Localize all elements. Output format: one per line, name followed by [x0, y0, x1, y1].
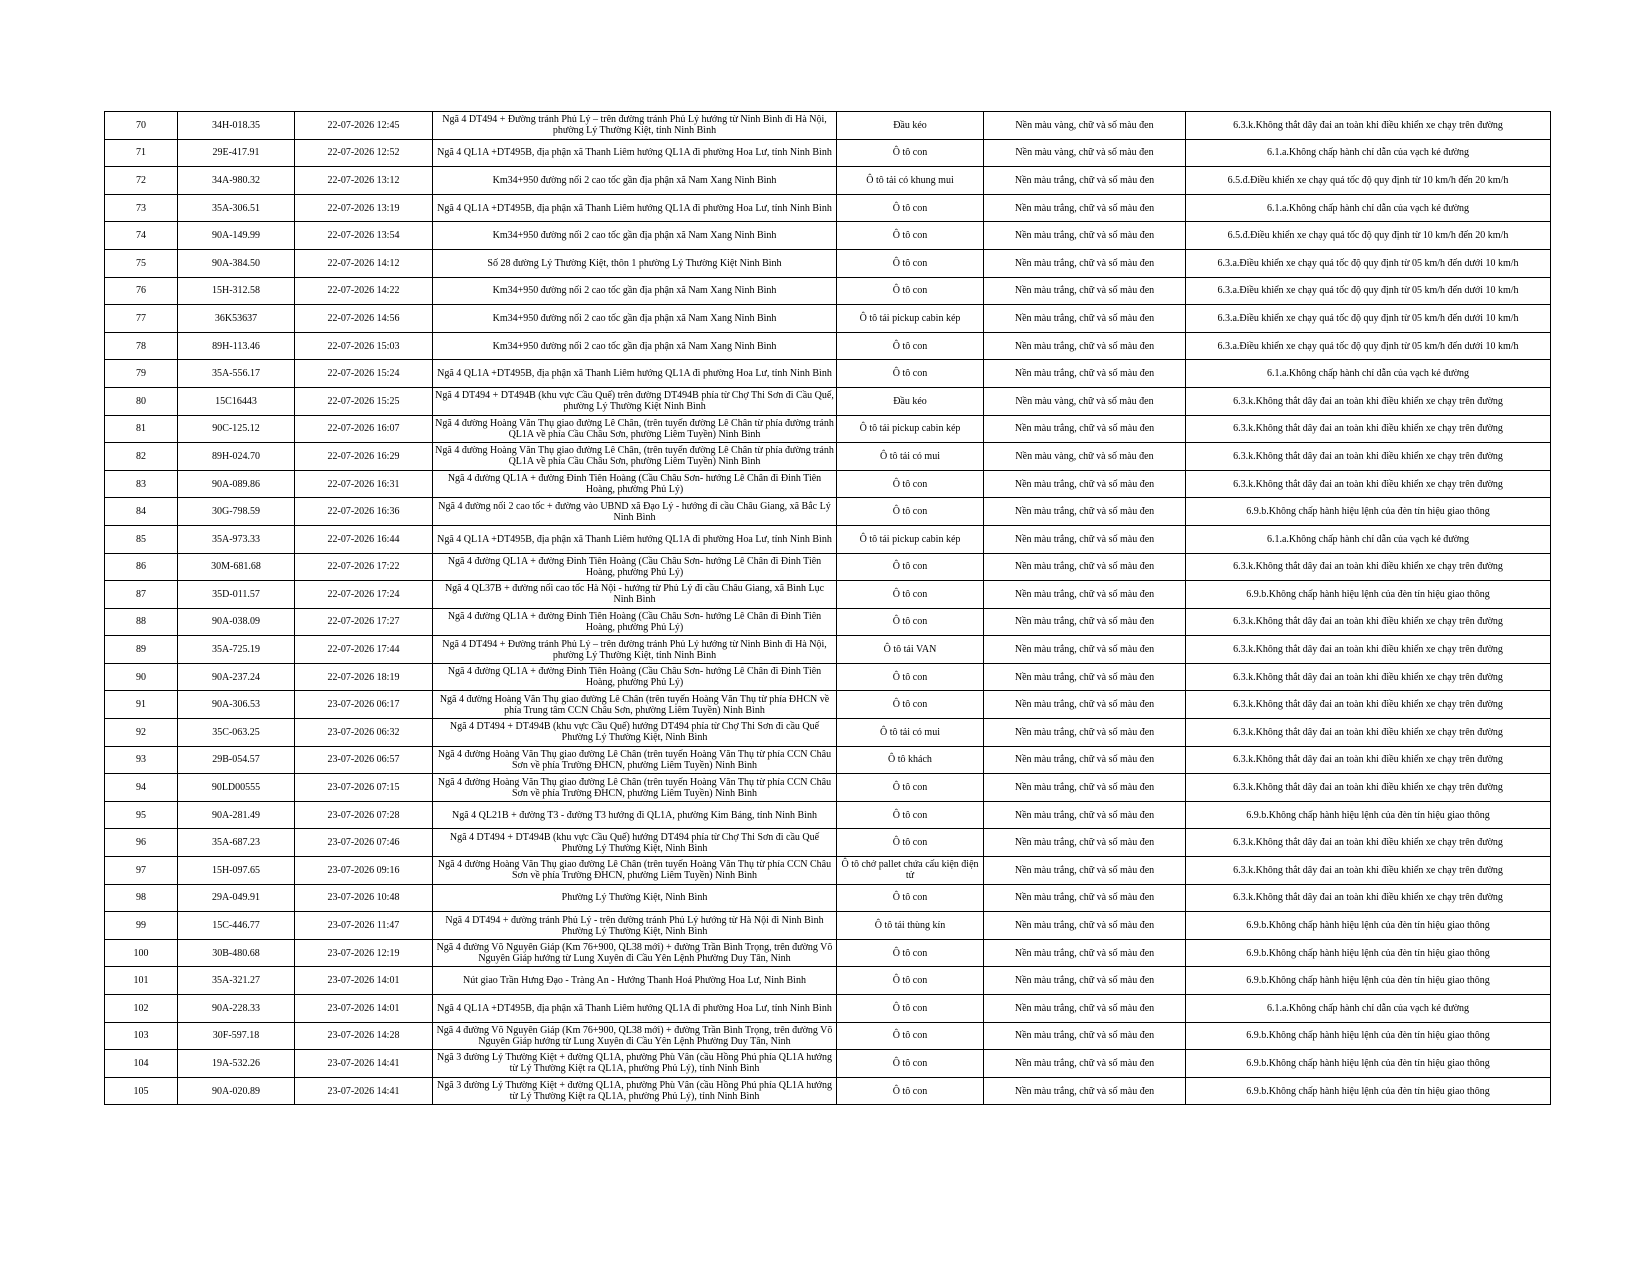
timestamp-cell: 23-07-2026 14:41 — [295, 1050, 433, 1078]
timestamp-cell: 22-07-2026 17:24 — [295, 581, 433, 609]
row-number-cell: 96 — [105, 829, 178, 857]
vehicle-type-cell: Ô tô con — [837, 774, 984, 802]
timestamp-cell: 23-07-2026 06:32 — [295, 719, 433, 747]
location-cell: Km34+950 đường nối 2 cao tốc gần địa phận xã Nam Xang Ninh Bình — [433, 222, 837, 250]
license-plate-cell: 35A-687.23 — [178, 829, 295, 857]
row-number-cell: 73 — [105, 194, 178, 222]
table-row — [105, 912, 1551, 940]
table-row — [105, 360, 1551, 388]
vehicle-type-cell: Ô tô con — [837, 277, 984, 305]
plate-color-cell: Nền màu trắng, chữ và số màu đen — [984, 498, 1186, 526]
location-cell: Ngã 4 QL1A +DT495B, địa phận xã Thanh Liêm hướng QL1A đi phường Hoa Lư, tỉnh Ninh Bình — [433, 995, 837, 1023]
row-number-cell: 85 — [105, 525, 178, 553]
timestamp-cell: 22-07-2026 15:03 — [295, 332, 433, 360]
vehicle-type-cell: Ô tô con — [837, 360, 984, 388]
location-cell: Ngã 4 QL1A +DT495B, địa phận xã Thanh Liêm hướng QL1A đi phường Hoa Lư, tỉnh Ninh Bình — [433, 525, 837, 553]
location-cell: Ngã 4 DT494 + Đường tránh Phủ Lý – trên đường tránh Phủ Lý hướng từ Ninh Bình đi Hà Nội, phường Lý Thường Kiệt, tỉnh Ninh Bình — [433, 636, 837, 664]
violation-cell: 6.9.b.Không chấp hành hiệu lệnh của đèn tín hiệu giao thông — [1186, 1022, 1551, 1050]
violation-cell: 6.3.a.Điều khiển xe chạy quá tốc độ quy định từ 05 km/h đến dưới 10 km/h — [1186, 305, 1551, 333]
timestamp-cell: 23-07-2026 14:41 — [295, 1077, 433, 1105]
violation-cell: 6.3.k.Không thắt dây đai an toàn khi điều khiển xe chạy trên đường — [1186, 553, 1551, 581]
row-number-cell: 95 — [105, 801, 178, 829]
plate-color-cell: Nền màu trắng, chữ và số màu đen — [984, 277, 1186, 305]
plate-color-cell: Nền màu trắng, chữ và số màu đen — [984, 249, 1186, 277]
table-row — [105, 1077, 1551, 1105]
plate-color-cell: Nền màu vàng, chữ và số màu đen — [984, 443, 1186, 471]
location-cell: Ngã 4 đường Võ Nguyên Giáp (Km 76+900, QL38 mới) + đường Trần Bình Trọng, trên đường Võ Nguyên Giáp hướng từ Lung Xuyên đi Cầu Yên Lệnh Phường Duy Tân, Ninh — [433, 1022, 837, 1050]
license-plate-cell: 35A-725.19 — [178, 636, 295, 664]
table-row — [105, 277, 1551, 305]
vehicle-type-cell: Đầu kéo — [837, 112, 984, 140]
violation-cell: 6.5.đ.Điều khiển xe chạy quá tốc độ quy định từ 10 km/h đến 20 km/h — [1186, 222, 1551, 250]
vehicle-type-cell: Ô tô con — [837, 1022, 984, 1050]
location-cell: Km34+950 đường nối 2 cao tốc gần địa phận xã Nam Xang Ninh Bình — [433, 332, 837, 360]
timestamp-cell: 23-07-2026 14:28 — [295, 1022, 433, 1050]
timestamp-cell: 22-07-2026 16:07 — [295, 415, 433, 443]
location-cell: Ngã 4 DT494 + DT494B (khu vực Cầu Quế) hướng DT494 phía từ Chợ Thi Sơn đi cầu Quế Phường Lý Thường Kiệt, Ninh Bình — [433, 829, 837, 857]
row-number-cell: 99 — [105, 912, 178, 940]
vehicle-type-cell: Ô tô tải có khung mui — [837, 167, 984, 195]
plate-color-cell: Nền màu trắng, chữ và số màu đen — [984, 167, 1186, 195]
location-cell: Ngã 4 QL1A +DT495B, địa phận xã Thanh Liêm hướng QL1A đi phường Hoa Lư, tỉnh Ninh Bình — [433, 194, 837, 222]
timestamp-cell: 22-07-2026 12:45 — [295, 112, 433, 140]
plate-color-cell: Nền màu trắng, chữ và số màu đen — [984, 719, 1186, 747]
license-plate-cell: 90A-306.53 — [178, 691, 295, 719]
violation-cell: 6.1.a.Không chấp hành chỉ dẫn của vạch kẻ đường — [1186, 139, 1551, 167]
violation-cell: 6.3.k.Không thắt dây đai an toàn khi điều khiển xe chạy trên đường — [1186, 636, 1551, 664]
table-row — [105, 719, 1551, 747]
violation-cell: 6.3.k.Không thắt dây đai an toàn khi điều khiển xe chạy trên đường — [1186, 884, 1551, 912]
location-cell: Ngã 4 đường QL1A + đường Đinh Tiên Hoàng (Cầu Châu Sơn- hướng Lê Chân đi Đinh Tiên Hoàng, phường Phủ Lý) — [433, 553, 837, 581]
plate-color-cell: Nền màu vàng, chữ và số màu đen — [984, 387, 1186, 415]
license-plate-cell: 35D-011.57 — [178, 581, 295, 609]
license-plate-cell: 35A-321.27 — [178, 967, 295, 995]
license-plate-cell: 90LD00555 — [178, 774, 295, 802]
timestamp-cell: 22-07-2026 14:22 — [295, 277, 433, 305]
row-number-cell: 70 — [105, 112, 178, 140]
violation-cell: 6.9.b.Không chấp hành hiệu lệnh của đèn tín hiệu giao thông — [1186, 581, 1551, 609]
row-number-cell: 72 — [105, 167, 178, 195]
violation-cell: 6.3.k.Không thắt dây đai an toàn khi điều khiển xe chạy trên đường — [1186, 663, 1551, 691]
table-row — [105, 139, 1551, 167]
vehicle-type-cell: Ô tô tải thùng kín — [837, 912, 984, 940]
violation-cell: 6.9.b.Không chấp hành hiệu lệnh của đèn tín hiệu giao thông — [1186, 498, 1551, 526]
timestamp-cell: 23-07-2026 14:01 — [295, 995, 433, 1023]
row-number-cell: 81 — [105, 415, 178, 443]
timestamp-cell: 23-07-2026 11:47 — [295, 912, 433, 940]
timestamp-cell: 23-07-2026 07:46 — [295, 829, 433, 857]
timestamp-cell: 23-07-2026 06:57 — [295, 746, 433, 774]
timestamp-cell: 23-07-2026 07:28 — [295, 801, 433, 829]
violation-cell: 6.3.a.Điều khiển xe chạy quá tốc độ quy định từ 05 km/h đến dưới 10 km/h — [1186, 249, 1551, 277]
table-row — [105, 774, 1551, 802]
license-plate-cell: 29B-054.57 — [178, 746, 295, 774]
timestamp-cell: 23-07-2026 07:15 — [295, 774, 433, 802]
plate-color-cell: Nền màu trắng, chữ và số màu đen — [984, 884, 1186, 912]
row-number-cell: 89 — [105, 636, 178, 664]
vehicle-type-cell: Ô tô khách — [837, 746, 984, 774]
plate-color-cell: Nền màu vàng, chữ và số màu đen — [984, 139, 1186, 167]
violation-cell: 6.9.b.Không chấp hành hiệu lệnh của đèn tín hiệu giao thông — [1186, 801, 1551, 829]
license-plate-cell: 15C-446.77 — [178, 912, 295, 940]
plate-color-cell: Nền màu trắng, chữ và số màu đen — [984, 691, 1186, 719]
violation-cell: 6.1.a.Không chấp hành chỉ dẫn của vạch kẻ đường — [1186, 995, 1551, 1023]
violation-cell: 6.9.b.Không chấp hành hiệu lệnh của đèn tín hiệu giao thông — [1186, 912, 1551, 940]
row-number-cell: 90 — [105, 663, 178, 691]
row-number-cell: 87 — [105, 581, 178, 609]
row-number-cell: 84 — [105, 498, 178, 526]
plate-color-cell: Nền màu trắng, chữ và số màu đen — [984, 636, 1186, 664]
vehicle-type-cell: Ô tô con — [837, 332, 984, 360]
table-row — [105, 746, 1551, 774]
location-cell: Ngã 4 đường nối 2 cao tốc + đường vào UBND xã Đạo Lý - hướng đi cầu Châu Giang, xã Bắc Lý Ninh Bình — [433, 498, 837, 526]
location-cell: Ngã 4 đường Hoàng Văn Thụ giao đường Lê Chân, (trên tuyến đường Lê Chân từ phía đường tránh QL1A về phía Cầu Châu Sơn, phường Liêm Tuyền) Ninh Bình — [433, 443, 837, 471]
license-plate-cell: 90A-281.49 — [178, 801, 295, 829]
table-row — [105, 498, 1551, 526]
row-number-cell: 101 — [105, 967, 178, 995]
vehicle-type-cell: Ô tô con — [837, 691, 984, 719]
location-cell: Ngã 4 đường Hoàng Văn Thụ giao đường Lê Chân, (trên tuyến đường Lê Chân từ phía đường tránh QL1A về phía Cầu Châu Sơn, phường Liêm Tuyền) Ninh Bình — [433, 415, 837, 443]
location-cell: Km34+950 đường nối 2 cao tốc gần địa phận xã Nam Xang Ninh Bình — [433, 305, 837, 333]
timestamp-cell: 22-07-2026 13:19 — [295, 194, 433, 222]
license-plate-cell: 30G-798.59 — [178, 498, 295, 526]
plate-color-cell: Nền màu trắng, chữ và số màu đen — [984, 525, 1186, 553]
vehicle-type-cell: Ô tô con — [837, 663, 984, 691]
license-plate-cell: 34H-018.35 — [178, 112, 295, 140]
plate-color-cell: Nền màu trắng, chữ và số màu đen — [984, 553, 1186, 581]
violation-table — [104, 111, 1551, 1105]
table-row — [105, 415, 1551, 443]
row-number-cell: 91 — [105, 691, 178, 719]
table-row — [105, 581, 1551, 609]
timestamp-cell: 22-07-2026 14:12 — [295, 249, 433, 277]
location-cell: Số 28 đường Lý Thường Kiệt, thôn 1 phường Lý Thường Kiệt Ninh Bình — [433, 249, 837, 277]
location-cell: Ngã 4 đường QL1A + đường Đinh Tiên Hoàng (Cầu Châu Sơn- hướng Lê Chân đi Đinh Tiên Hoàng, phường Phủ Lý) — [433, 470, 837, 498]
plate-color-cell: Nền màu trắng, chữ và số màu đen — [984, 829, 1186, 857]
license-plate-cell: 30B-480.68 — [178, 939, 295, 967]
row-number-cell: 74 — [105, 222, 178, 250]
plate-color-cell: Nền màu trắng, chữ và số màu đen — [984, 581, 1186, 609]
table-row — [105, 332, 1551, 360]
table-row — [105, 829, 1551, 857]
vehicle-type-cell: Ô tô con — [837, 139, 984, 167]
license-plate-cell: 15H-312.58 — [178, 277, 295, 305]
violation-cell: 6.1.a.Không chấp hành chỉ dẫn của vạch kẻ đường — [1186, 360, 1551, 388]
violation-cell: 6.5.đ.Điều khiển xe chạy quá tốc độ quy định từ 10 km/h đến 20 km/h — [1186, 167, 1551, 195]
license-plate-cell: 29E-417.91 — [178, 139, 295, 167]
row-number-cell: 94 — [105, 774, 178, 802]
plate-color-cell: Nền màu trắng, chữ và số màu đen — [984, 415, 1186, 443]
vehicle-type-cell: Ô tô con — [837, 470, 984, 498]
plate-color-cell: Nền màu trắng, chữ và số màu đen — [984, 608, 1186, 636]
violation-cell: 6.9.b.Không chấp hành hiệu lệnh của đèn tín hiệu giao thông — [1186, 1050, 1551, 1078]
violation-cell: 6.3.k.Không thắt dây đai an toàn khi điều khiển xe chạy trên đường — [1186, 746, 1551, 774]
row-number-cell: 98 — [105, 884, 178, 912]
table-row — [105, 636, 1551, 664]
location-cell: Km34+950 đường nối 2 cao tốc gần địa phận xã Nam Xang Ninh Bình — [433, 167, 837, 195]
plate-color-cell: Nền màu trắng, chữ và số màu đen — [984, 194, 1186, 222]
table-row — [105, 1050, 1551, 1078]
vehicle-type-cell: Ô tô con — [837, 553, 984, 581]
plate-color-cell: Nền màu trắng, chữ và số màu đen — [984, 1022, 1186, 1050]
table-row — [105, 995, 1551, 1023]
table-row — [105, 967, 1551, 995]
row-number-cell: 83 — [105, 470, 178, 498]
timestamp-cell: 22-07-2026 17:22 — [295, 553, 433, 581]
row-number-cell: 88 — [105, 608, 178, 636]
row-number-cell: 100 — [105, 939, 178, 967]
row-number-cell: 78 — [105, 332, 178, 360]
location-cell: Phường Lý Thường Kiệt, Ninh Bình — [433, 884, 837, 912]
vehicle-type-cell: Ô tô con — [837, 967, 984, 995]
license-plate-cell: 15H-097.65 — [178, 857, 295, 885]
license-plate-cell: 35A-973.33 — [178, 525, 295, 553]
table-row — [105, 691, 1551, 719]
plate-color-cell: Nền màu trắng, chữ và số màu đen — [984, 470, 1186, 498]
vehicle-type-cell: Ô tô con — [837, 884, 984, 912]
row-number-cell: 82 — [105, 443, 178, 471]
table-row — [105, 884, 1551, 912]
location-cell: Ngã 4 DT494 + DT494B (khu vực Cầu Quế) trên đường DT494B phía từ Chợ Thi Sơn đi Cầu Quế, phường Lý Thường Kiệt Ninh Bình — [433, 387, 837, 415]
violation-cell: 6.3.a.Điều khiển xe chạy quá tốc độ quy định từ 05 km/h đến dưới 10 km/h — [1186, 277, 1551, 305]
table-row — [105, 553, 1551, 581]
violation-cell: 6.3.k.Không thắt dây đai an toàn khi điều khiển xe chạy trên đường — [1186, 774, 1551, 802]
vehicle-type-cell: Ô tô con — [837, 1050, 984, 1078]
license-plate-cell: 90A-038.09 — [178, 608, 295, 636]
license-plate-cell: 35A-556.17 — [178, 360, 295, 388]
timestamp-cell: 22-07-2026 17:27 — [295, 608, 433, 636]
plate-color-cell: Nền màu trắng, chữ và số màu đen — [984, 774, 1186, 802]
timestamp-cell: 23-07-2026 14:01 — [295, 967, 433, 995]
license-plate-cell: 29A-049.91 — [178, 884, 295, 912]
plate-color-cell: Nền màu trắng, chữ và số màu đen — [984, 663, 1186, 691]
location-cell: Ngã 4 đường Hoàng Văn Thụ giao đường Lê Chân (trên tuyến Hoàng Văn Thụ từ phía CCN Châu Sơn về phía Trường ĐHCN, phường Liêm Tuyền) Ninh Bình — [433, 774, 837, 802]
license-plate-cell: 35A-306.51 — [178, 194, 295, 222]
license-plate-cell: 90A-384.50 — [178, 249, 295, 277]
vehicle-type-cell: Ô tô con — [837, 581, 984, 609]
location-cell: Nút giao Trần Hưng Đạo - Tràng An - Hướng Thanh Hoá Phường Hoa Lư, Ninh Bình — [433, 967, 837, 995]
plate-color-cell: Nền màu trắng, chữ và số màu đen — [984, 1077, 1186, 1105]
violation-cell: 6.3.k.Không thắt dây đai an toàn khi điều khiển xe chạy trên đường — [1186, 691, 1551, 719]
vehicle-type-cell: Ô tô con — [837, 801, 984, 829]
timestamp-cell: 22-07-2026 17:44 — [295, 636, 433, 664]
plate-color-cell: Nền màu trắng, chữ và số màu đen — [984, 995, 1186, 1023]
timestamp-cell: 22-07-2026 12:52 — [295, 139, 433, 167]
timestamp-cell: 23-07-2026 06:17 — [295, 691, 433, 719]
violation-cell: 6.3.k.Không thắt dây đai an toàn khi điều khiển xe chạy trên đường — [1186, 415, 1551, 443]
vehicle-type-cell: Ô tô con — [837, 939, 984, 967]
row-number-cell: 75 — [105, 249, 178, 277]
plate-color-cell: Nền màu trắng, chữ và số màu đen — [984, 857, 1186, 885]
table-row — [105, 249, 1551, 277]
plate-color-cell: Nền màu trắng, chữ và số màu đen — [984, 360, 1186, 388]
vehicle-type-cell: Ô tô tải pickup cabin kép — [837, 305, 984, 333]
vehicle-type-cell: Ô tô con — [837, 498, 984, 526]
license-plate-cell: 90A-228.33 — [178, 995, 295, 1023]
timestamp-cell: 23-07-2026 12:19 — [295, 939, 433, 967]
vehicle-type-cell: Ô tô con — [837, 222, 984, 250]
timestamp-cell: 22-07-2026 13:12 — [295, 167, 433, 195]
violation-cell: 6.1.a.Không chấp hành chỉ dẫn của vạch kẻ đường — [1186, 525, 1551, 553]
vehicle-type-cell: Ô tô chở pallet chứa cấu kiện điện tử — [837, 857, 984, 885]
plate-color-cell: Nền màu trắng, chữ và số màu đen — [984, 1050, 1186, 1078]
location-cell: Ngã 4 DT494 + đường tránh Phủ Lý - trên đường tránh Phủ Lý hướng từ Hà Nội đi Ninh Bình Phường Lý Thường Kiệt, Ninh Bình — [433, 912, 837, 940]
vehicle-type-cell: Ô tô tải có mui — [837, 719, 984, 747]
license-plate-cell: 90A-089.86 — [178, 470, 295, 498]
table-row — [105, 470, 1551, 498]
vehicle-type-cell: Ô tô tải VAN — [837, 636, 984, 664]
violation-cell: 6.9.b.Không chấp hành hiệu lệnh của đèn tín hiệu giao thông — [1186, 939, 1551, 967]
row-number-cell: 102 — [105, 995, 178, 1023]
vehicle-type-cell: Ô tô con — [837, 608, 984, 636]
location-cell: Ngã 4 đường Hoàng Văn Thụ giao đường Lê Chân (trên tuyến Hoàng Văn Thụ từ phía CCN Châu Sơn về phía Trường ĐHCN, phường Liêm Tuyền) Ninh Bình — [433, 857, 837, 885]
plate-color-cell: Nền màu vàng, chữ và số màu đen — [984, 112, 1186, 140]
timestamp-cell: 22-07-2026 16:29 — [295, 443, 433, 471]
location-cell: Ngã 3 đường Lý Thường Kiệt + đường QL1A, phường Phù Vân (cầu Hồng Phú phía QL1A hướng từ Lý Thường Kiệt ra QL1A, phường Phủ Lý), tỉnh Ninh Bình — [433, 1050, 837, 1078]
row-number-cell: 77 — [105, 305, 178, 333]
table-row — [105, 525, 1551, 553]
plate-color-cell: Nền màu trắng, chữ và số màu đen — [984, 939, 1186, 967]
license-plate-cell: 30M-681.68 — [178, 553, 295, 581]
timestamp-cell: 22-07-2026 13:54 — [295, 222, 433, 250]
location-cell: Ngã 4 DT494 + DT494B (khu vực Cầu Quế) hướng DT494 phía từ Chợ Thi Sơn đi cầu Quế Phường Lý Thường Kiệt, Ninh Bình — [433, 719, 837, 747]
plate-color-cell: Nền màu trắng, chữ và số màu đen — [984, 801, 1186, 829]
row-number-cell: 76 — [105, 277, 178, 305]
row-number-cell: 86 — [105, 553, 178, 581]
license-plate-cell: 34A-980.32 — [178, 167, 295, 195]
violation-table-body — [105, 112, 1551, 1105]
violation-cell: 6.3.k.Không thắt dây đai an toàn khi điều khiển xe chạy trên đường — [1186, 857, 1551, 885]
table-row — [105, 939, 1551, 967]
table-row — [105, 857, 1551, 885]
table-row — [105, 387, 1551, 415]
plate-color-cell: Nền màu trắng, chữ và số màu đen — [984, 912, 1186, 940]
table-row — [105, 1022, 1551, 1050]
row-number-cell: 92 — [105, 719, 178, 747]
row-number-cell: 103 — [105, 1022, 178, 1050]
plate-color-cell: Nền màu trắng, chữ và số màu đen — [984, 967, 1186, 995]
location-cell: Ngã 4 QL1A +DT495B, địa phận xã Thanh Liêm hướng QL1A đi phường Hoa Lư, tỉnh Ninh Bình — [433, 360, 837, 388]
violation-cell: 6.3.k.Không thắt dây đai an toàn khi điều khiển xe chạy trên đường — [1186, 112, 1551, 140]
violation-cell: 6.3.k.Không thắt dây đai an toàn khi điều khiển xe chạy trên đường — [1186, 470, 1551, 498]
license-plate-cell: 90C-125.12 — [178, 415, 295, 443]
license-plate-cell: 89H-024.70 — [178, 443, 295, 471]
row-number-cell: 104 — [105, 1050, 178, 1078]
plate-color-cell: Nền màu trắng, chữ và số màu đen — [984, 332, 1186, 360]
license-plate-cell: 36K53637 — [178, 305, 295, 333]
plate-color-cell: Nền màu trắng, chữ và số màu đen — [984, 222, 1186, 250]
table-row — [105, 663, 1551, 691]
vehicle-type-cell: Ô tô con — [837, 995, 984, 1023]
row-number-cell: 93 — [105, 746, 178, 774]
violation-cell: 6.9.b.Không chấp hành hiệu lệnh của đèn tín hiệu giao thông — [1186, 967, 1551, 995]
timestamp-cell: 22-07-2026 16:44 — [295, 525, 433, 553]
violation-cell: 6.3.k.Không thắt dây đai an toàn khi điều khiển xe chạy trên đường — [1186, 443, 1551, 471]
location-cell: Ngã 4 QL1A +DT495B, địa phận xã Thanh Liêm hướng QL1A đi phường Hoa Lư, tỉnh Ninh Bình — [433, 139, 837, 167]
license-plate-cell: 89H-113.46 — [178, 332, 295, 360]
license-plate-cell: 30F-597.18 — [178, 1022, 295, 1050]
table-row — [105, 112, 1551, 140]
row-number-cell: 79 — [105, 360, 178, 388]
license-plate-cell: 15C16443 — [178, 387, 295, 415]
vehicle-type-cell: Ô tô tải pickup cabin kép — [837, 525, 984, 553]
location-cell: Ngã 4 đường QL1A + đường Đinh Tiên Hoàng (Cầu Châu Sơn- hướng Lê Chân đi Đinh Tiên Hoàng, phường Phủ Lý) — [433, 608, 837, 636]
license-plate-cell: 90A-149.99 — [178, 222, 295, 250]
violation-cell: 6.3.k.Không thắt dây đai an toàn khi điều khiển xe chạy trên đường — [1186, 387, 1551, 415]
timestamp-cell: 22-07-2026 16:31 — [295, 470, 433, 498]
plate-color-cell: Nền màu trắng, chữ và số màu đen — [984, 305, 1186, 333]
location-cell: Ngã 4 đường Hoàng Văn Thụ giao đường Lê Chân (trên tuyến Hoàng Văn Thụ từ phía ĐHCN về phía Trung tâm CCN Châu Sơn, phường Liêm Tuyền) Ninh Bình — [433, 691, 837, 719]
violation-cell: 6.1.a.Không chấp hành chỉ dẫn của vạch kẻ đường — [1186, 194, 1551, 222]
table-row — [105, 443, 1551, 471]
vehicle-type-cell: Ô tô tải có mui — [837, 443, 984, 471]
violation-cell: 6.3.k.Không thắt dây đai an toàn khi điều khiển xe chạy trên đường — [1186, 829, 1551, 857]
license-plate-cell: 90A-020.89 — [178, 1077, 295, 1105]
location-cell: Ngã 4 đường QL1A + đường Đinh Tiên Hoàng (Cầu Châu Sơn- hướng Lê Chân đi Đinh Tiên Hoàng, phường Phủ Lý) — [433, 663, 837, 691]
table-row — [105, 222, 1551, 250]
plate-color-cell: Nền màu trắng, chữ và số màu đen — [984, 746, 1186, 774]
license-plate-cell: 90A-237.24 — [178, 663, 295, 691]
location-cell: Ngã 4 đường Hoàng Văn Thụ giao đường Lê Chân (trên tuyến Hoàng Văn Thụ từ phía CCN Châu Sơn về phía Trường ĐHCN, phường Liêm Tuyền) Ninh Bình — [433, 746, 837, 774]
vehicle-type-cell: Ô tô con — [837, 194, 984, 222]
violation-cell: 6.3.a.Điều khiển xe chạy quá tốc độ quy định từ 05 km/h đến dưới 10 km/h — [1186, 332, 1551, 360]
violation-cell: 6.3.k.Không thắt dây đai an toàn khi điều khiển xe chạy trên đường — [1186, 608, 1551, 636]
row-number-cell: 97 — [105, 857, 178, 885]
timestamp-cell: 23-07-2026 09:16 — [295, 857, 433, 885]
license-plate-cell: 35C-063.25 — [178, 719, 295, 747]
table-row — [105, 801, 1551, 829]
row-number-cell: 105 — [105, 1077, 178, 1105]
location-cell: Ngã 4 DT494 + Đường tránh Phủ Lý – trên đường tránh Phủ Lý hướng từ Ninh Bình đi Hà Nội, phường Lý Thường Kiệt, tỉnh Ninh Bình — [433, 112, 837, 140]
location-cell: Ngã 4 đường Võ Nguyên Giáp (Km 76+900, QL38 mới) + đường Trần Bình Trọng, trên đường Võ Nguyên Giáp hướng từ Lung Xuyên đi Cầu Yên Lệnh Phường Duy Tân, Ninh — [433, 939, 837, 967]
violation-cell: 6.3.k.Không thắt dây đai an toàn khi điều khiển xe chạy trên đường — [1186, 719, 1551, 747]
table-row — [105, 608, 1551, 636]
vehicle-type-cell: Đầu kéo — [837, 387, 984, 415]
vehicle-type-cell: Ô tô con — [837, 1077, 984, 1105]
location-cell: Ngã 3 đường Lý Thường Kiệt + đường QL1A, phường Phù Vân (cầu Hồng Phú phía QL1A hướng từ Lý Thường Kiệt ra QL1A, phường Phủ Lý), tỉnh Ninh Bình — [433, 1077, 837, 1105]
timestamp-cell: 22-07-2026 15:24 — [295, 360, 433, 388]
timestamp-cell: 22-07-2026 15:25 — [295, 387, 433, 415]
vehicle-type-cell: Ô tô con — [837, 249, 984, 277]
timestamp-cell: 22-07-2026 14:56 — [295, 305, 433, 333]
timestamp-cell: 22-07-2026 16:36 — [295, 498, 433, 526]
location-cell: Km34+950 đường nối 2 cao tốc gần địa phận xã Nam Xang Ninh Bình — [433, 277, 837, 305]
vehicle-type-cell: Ô tô con — [837, 829, 984, 857]
table-row — [105, 194, 1551, 222]
timestamp-cell: 23-07-2026 10:48 — [295, 884, 433, 912]
table-row — [105, 305, 1551, 333]
vehicle-type-cell: Ô tô tải pickup cabin kép — [837, 415, 984, 443]
license-plate-cell: 19A-532.26 — [178, 1050, 295, 1078]
timestamp-cell: 22-07-2026 18:19 — [295, 663, 433, 691]
row-number-cell: 71 — [105, 139, 178, 167]
violation-cell: 6.9.b.Không chấp hành hiệu lệnh của đèn tín hiệu giao thông — [1186, 1077, 1551, 1105]
location-cell: Ngã 4 QL21B + đường T3 - đường T3 hướng đi QL1A, phường Kim Bảng, tỉnh Ninh Bình — [433, 801, 837, 829]
location-cell: Ngã 4 QL37B + đường nối cao tốc Hà Nội - hướng từ Phủ Lý đi cầu Châu Giang, xã Bình Lục Ninh Bình — [433, 581, 837, 609]
table-row — [105, 167, 1551, 195]
row-number-cell: 80 — [105, 387, 178, 415]
